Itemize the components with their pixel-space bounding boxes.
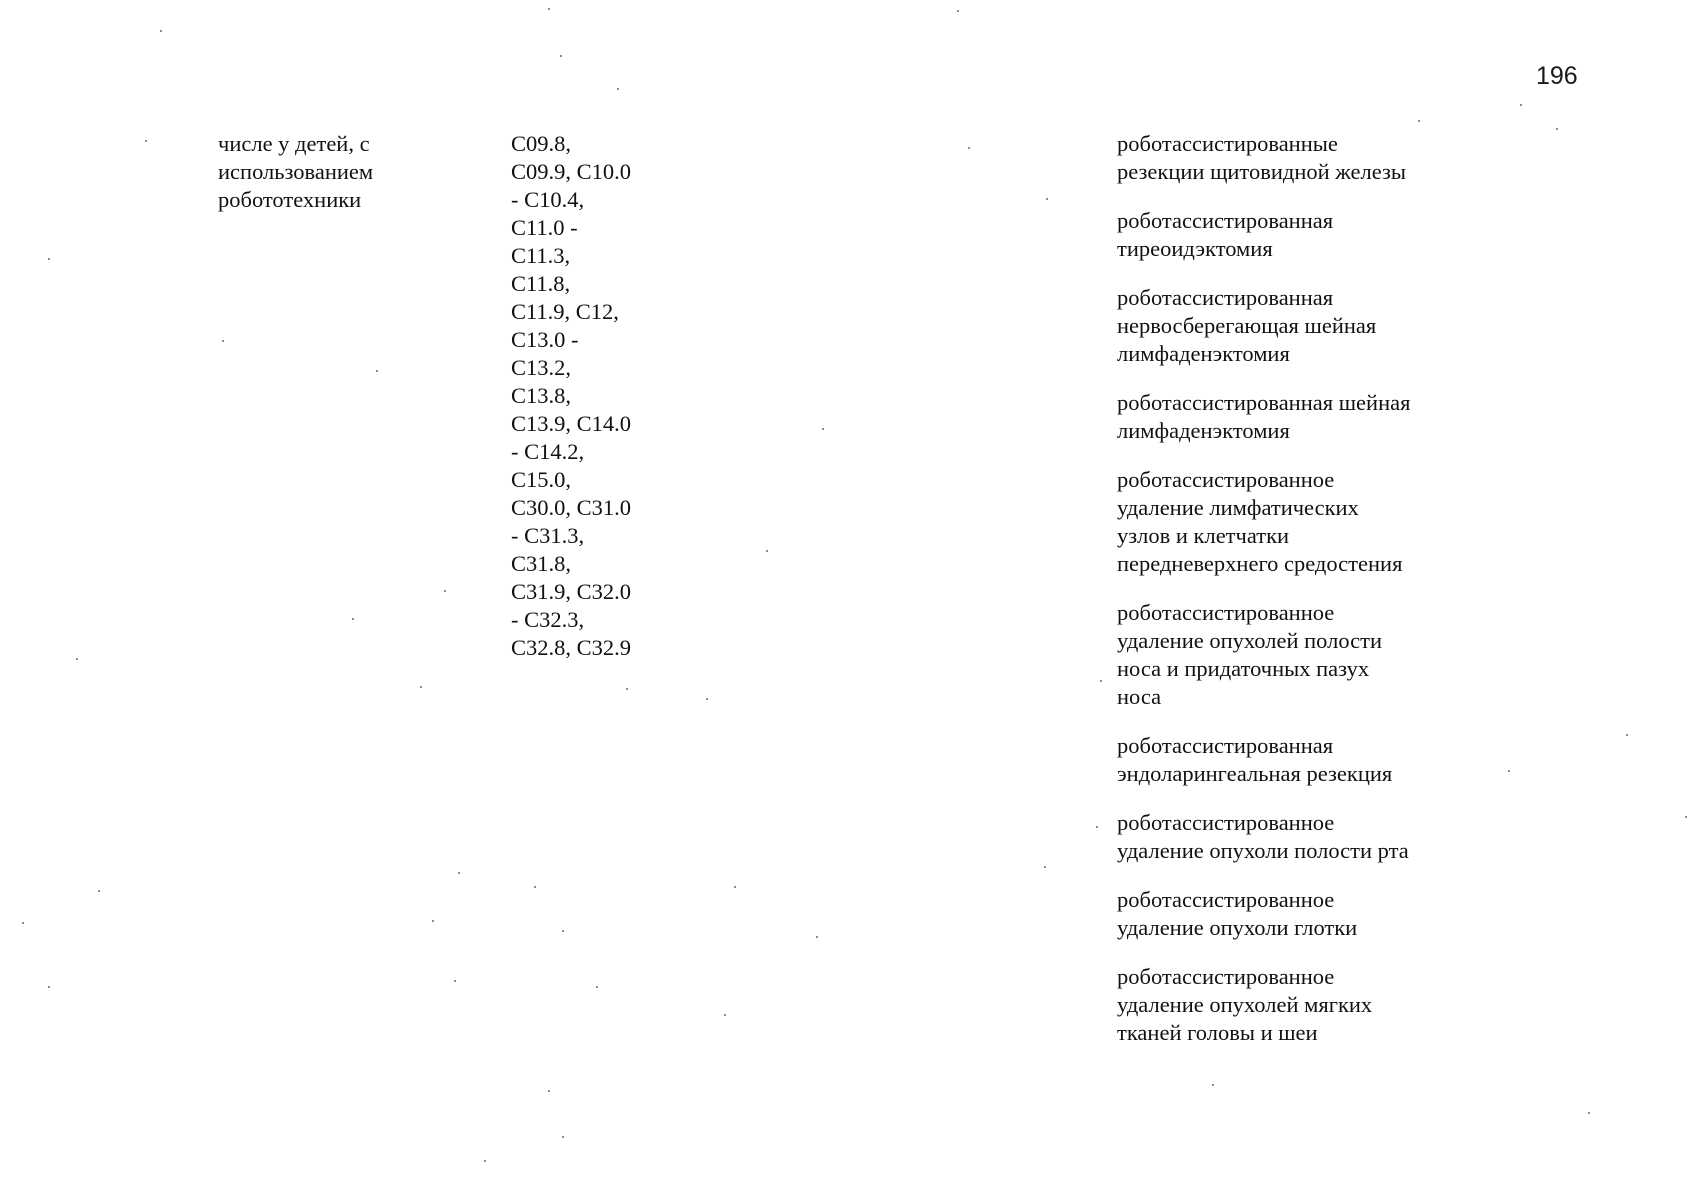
- method-entry: [1117, 130, 1537, 186]
- method-line: роботассистированное: [1117, 600, 1335, 625]
- scan-speck: [1588, 1112, 1590, 1114]
- scan-speck: [1685, 816, 1687, 818]
- method-line: носа и придаточных пазух: [1117, 656, 1370, 681]
- method-line: удаление опухолей полости: [1117, 628, 1383, 653]
- scan-speck: [1212, 1084, 1214, 1086]
- method-line: роботассистированное: [1117, 887, 1335, 912]
- scan-speck: [1520, 104, 1522, 106]
- scan-speck: [562, 1136, 564, 1138]
- method-line: эндоларингеальная резекция: [1117, 761, 1393, 786]
- scan-speck: [548, 1090, 550, 1092]
- scan-speck: [1418, 120, 1420, 122]
- icd-code-line: C13.8,: [511, 383, 572, 408]
- method-entry: [1117, 732, 1537, 788]
- method-entry: [1117, 809, 1537, 865]
- method-line: тиреоидэктомия: [1117, 236, 1273, 261]
- scan-speck: [458, 872, 460, 874]
- condition-line: робототехники: [218, 187, 362, 212]
- method-entry: [1117, 389, 1537, 445]
- scan-speck: [724, 1014, 726, 1016]
- icd-code-line: C09.8,: [511, 131, 572, 156]
- icd-code-line: C31.9, C32.0: [511, 579, 632, 604]
- method-line: роботассистированные: [1117, 131, 1338, 156]
- icd-codes-column: [511, 130, 711, 662]
- icd-code-line: C11.8,: [511, 271, 571, 296]
- scan-speck: [766, 550, 768, 552]
- icd-code-line: - C31.3,: [511, 523, 585, 548]
- scan-speck: [1046, 198, 1048, 200]
- scan-speck: [626, 688, 628, 690]
- method-line: удаление лимфатических: [1117, 495, 1359, 520]
- scan-speck: [432, 920, 434, 922]
- icd-code-line: C13.2,: [511, 355, 572, 380]
- scan-speck: [822, 428, 824, 430]
- scan-speck: [22, 922, 24, 924]
- icd-code-line: C09.9, C10.0: [511, 159, 632, 184]
- method-line: лимфаденэктомия: [1117, 418, 1290, 443]
- scan-speck: [534, 886, 536, 888]
- scan-speck: [957, 10, 959, 12]
- icd-code-line: C11.9, C12,: [511, 299, 619, 324]
- method-line: роботассистированная: [1117, 733, 1334, 758]
- page-number: 196: [1536, 62, 1578, 90]
- scan-speck: [376, 370, 378, 372]
- method-line: резекции щитовидной железы: [1117, 159, 1407, 184]
- icd-code-line: C15.0,: [511, 467, 572, 492]
- method-entry: [1117, 466, 1537, 578]
- method-line: роботассистированное: [1117, 467, 1335, 492]
- method-line: передневерхнего средостения: [1117, 551, 1403, 576]
- scan-speck: [816, 936, 818, 938]
- scan-speck: [48, 986, 50, 988]
- icd-code-line: C31.8,: [511, 551, 572, 576]
- icd-code-line: C11.3,: [511, 243, 571, 268]
- scan-speck: [596, 986, 598, 988]
- icd-code-line: - C32.3,: [511, 607, 585, 632]
- icd-code-line: C13.0 -: [511, 327, 579, 352]
- scan-speck: [560, 55, 562, 57]
- scan-speck: [706, 698, 708, 700]
- scan-speck: [1556, 128, 1558, 130]
- scan-speck: [968, 147, 970, 149]
- scan-speck: [444, 590, 446, 592]
- condition-line: числе у детей, с: [218, 131, 370, 156]
- treatment-methods-column: [1117, 130, 1537, 1068]
- icd-code-line: C13.9, C14.0: [511, 411, 632, 436]
- scan-speck: [98, 890, 100, 892]
- method-line: роботассистированное: [1117, 964, 1335, 989]
- scan-speck: [548, 8, 550, 10]
- method-entry: [1117, 599, 1537, 711]
- scan-speck: [734, 886, 736, 888]
- scan-speck: [484, 1160, 486, 1162]
- scan-speck: [1044, 866, 1046, 868]
- scan-speck: [76, 658, 78, 660]
- scan-speck: [145, 140, 147, 142]
- method-entry: [1117, 207, 1537, 263]
- scan-speck: [1626, 734, 1628, 736]
- method-line: узлов и клетчатки: [1117, 523, 1290, 548]
- scan-speck: [562, 930, 564, 932]
- scan-speck: [1096, 826, 1098, 828]
- method-line: носа: [1117, 684, 1162, 709]
- scan-speck: [454, 980, 456, 982]
- scan-speck: [48, 258, 50, 260]
- condition-line: использованием: [218, 159, 374, 184]
- method-line: удаление опухолей мягких: [1117, 992, 1373, 1017]
- condition-column: [218, 130, 468, 214]
- scan-speck: [222, 340, 224, 342]
- method-entry: [1117, 963, 1537, 1047]
- icd-code-line: C30.0, C31.0: [511, 495, 632, 520]
- scan-speck: [617, 88, 619, 90]
- scan-speck: [1508, 770, 1510, 772]
- method-line: роботассистированное: [1117, 810, 1335, 835]
- icd-code-line: - C10.4,: [511, 187, 585, 212]
- method-line: удаление опухоли полости рта: [1117, 838, 1409, 863]
- method-line: удаление опухоли глотки: [1117, 915, 1358, 940]
- icd-code-line: C32.8, C32.9: [511, 635, 632, 660]
- scan-speck: [352, 618, 354, 620]
- method-line: тканей головы и шеи: [1117, 1020, 1318, 1045]
- method-line: роботассистированная: [1117, 208, 1334, 233]
- method-line: нервосберегающая шейная: [1117, 313, 1377, 338]
- icd-code-line: - C14.2,: [511, 439, 585, 464]
- method-line: роботассистированная: [1117, 285, 1334, 310]
- method-line: роботассистированная шейная: [1117, 390, 1411, 415]
- scan-speck: [160, 30, 162, 32]
- icd-code-line: C11.0 -: [511, 215, 578, 240]
- method-line: лимфаденэктомия: [1117, 341, 1290, 366]
- scan-speck: [420, 686, 422, 688]
- method-entry: [1117, 284, 1537, 368]
- method-entry: [1117, 886, 1537, 942]
- scan-speck: [1100, 680, 1102, 682]
